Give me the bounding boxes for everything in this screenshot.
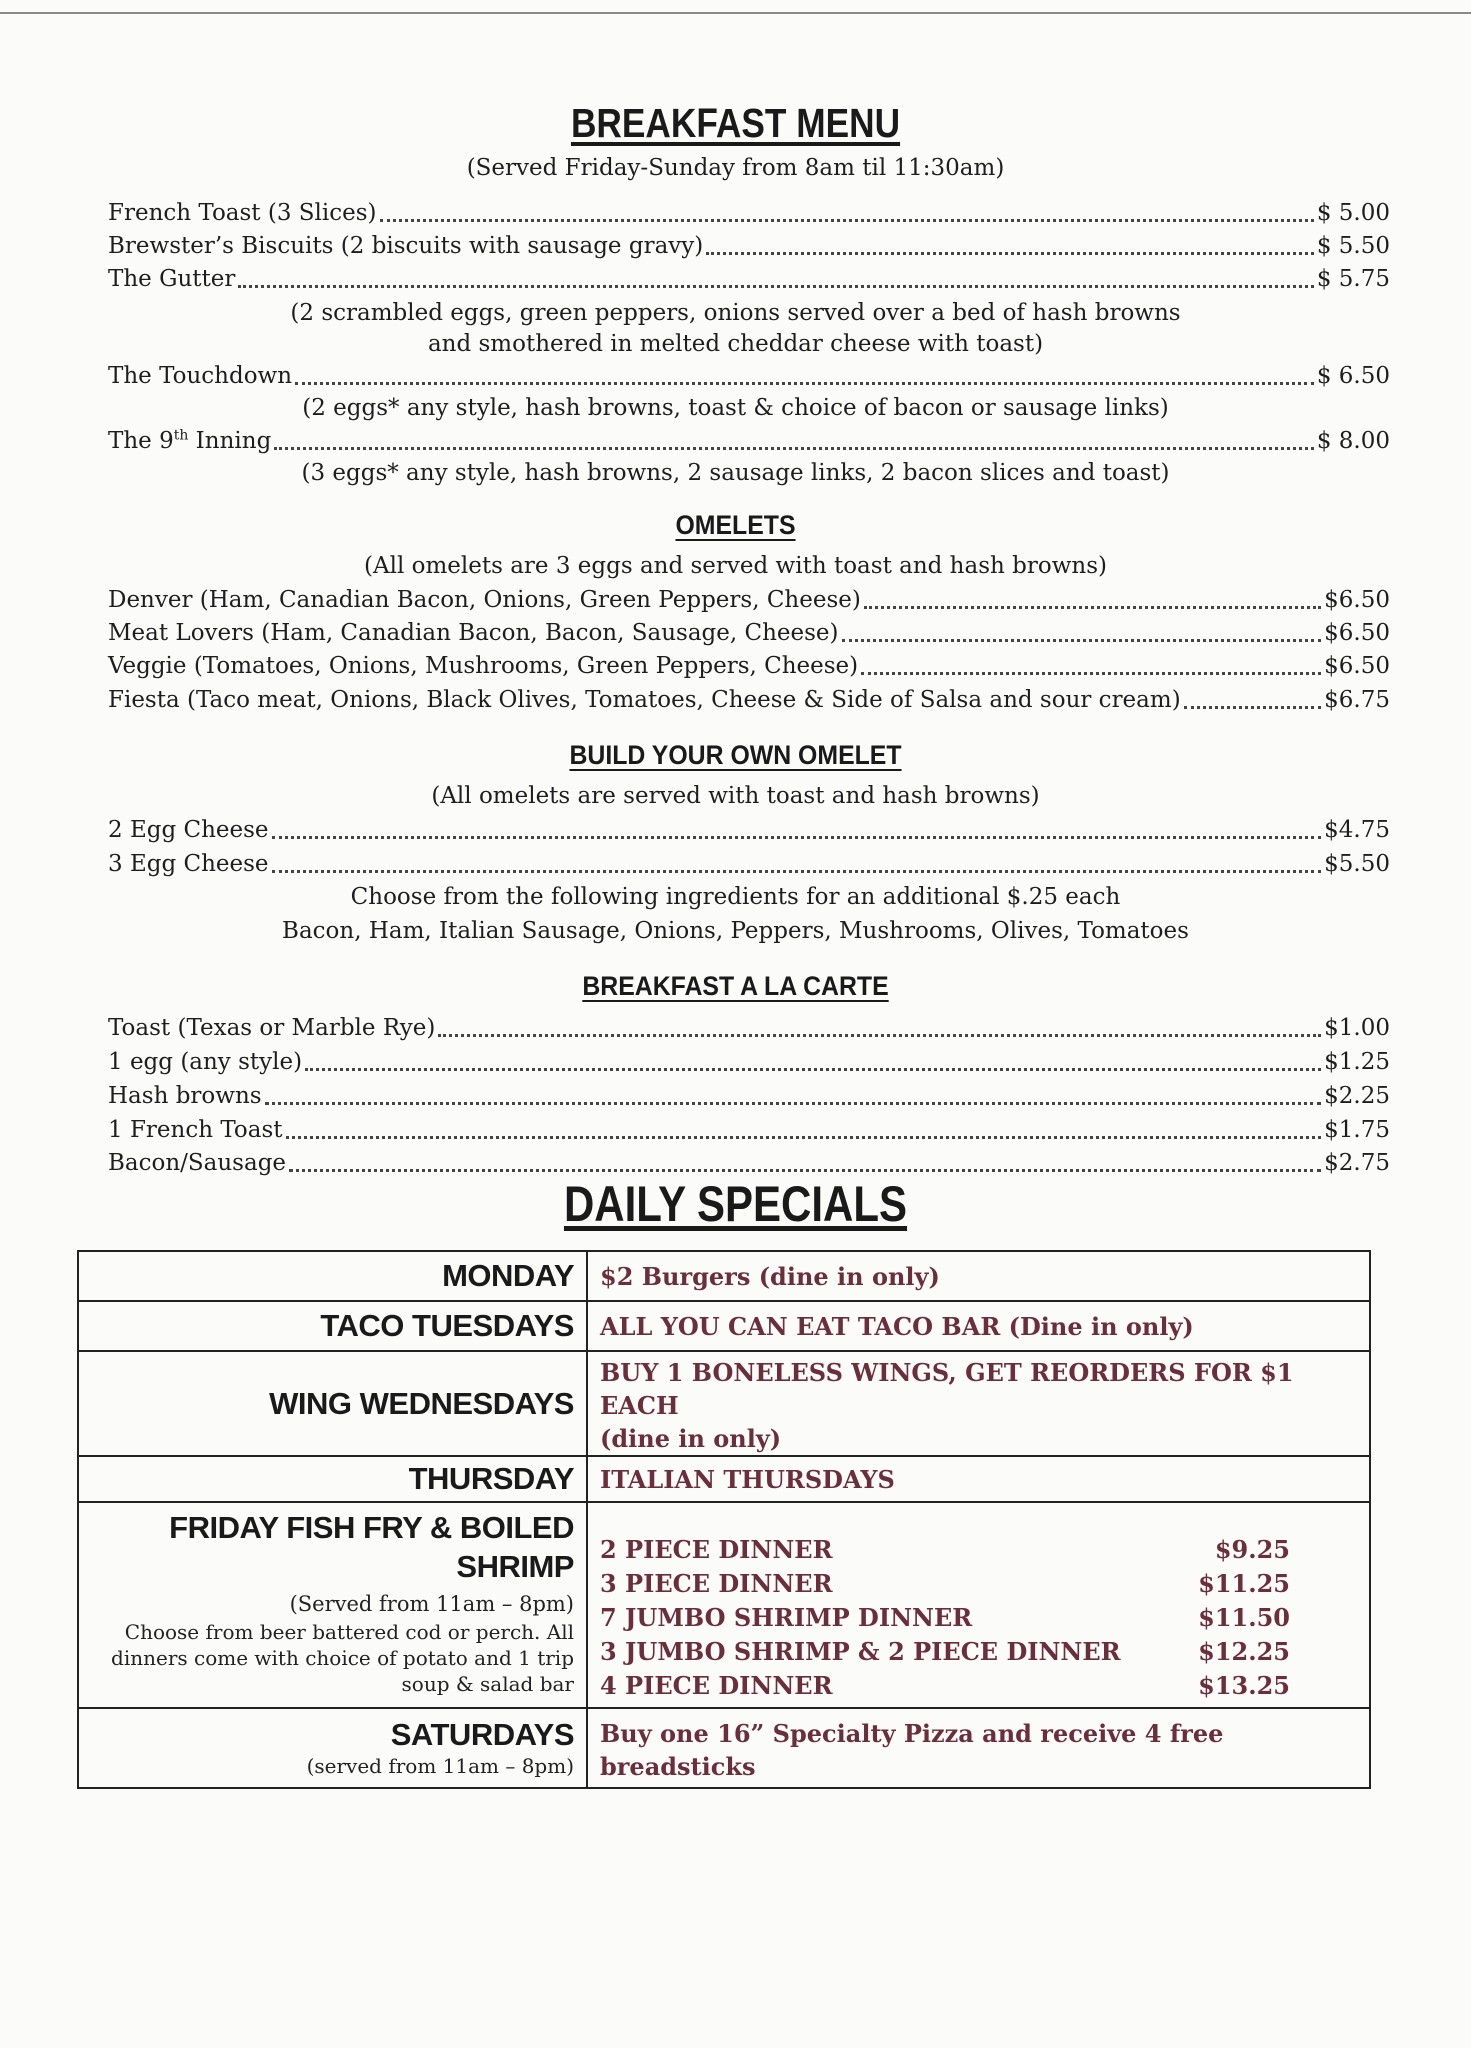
special-row-saturday — [78, 1708, 1370, 1788]
daily-specials-table — [77, 1250, 1371, 1789]
dot-leader — [289, 1169, 1321, 1172]
dot-leader — [272, 836, 1322, 839]
item-name: French Toast (3 Slices) — [108, 200, 377, 226]
day-label: THURSDAY — [78, 1456, 587, 1502]
deal-text: ALL YOU CAN EAT TACO BAR (Dine in only) — [587, 1301, 1370, 1351]
deal-text: $2 Burgers (dine in only) — [587, 1251, 1370, 1301]
touchdown-description: (2 eggs* any style, hash browns, toast & choice of bacon or sausage links) — [302, 395, 1169, 421]
item-price: $2.75 — [1324, 1150, 1390, 1176]
menu-item-french-toast — [108, 196, 1390, 230]
menu-item-3-egg-cheese — [108, 847, 1390, 881]
item-name: 3 Egg Cheese — [108, 851, 269, 877]
item-price: $2.25 — [1324, 1083, 1390, 1109]
menu-item-veggie — [108, 649, 1390, 683]
deal-text: ITALIAN THURSDAYS — [587, 1456, 1370, 1502]
item-name: Bacon/Sausage — [108, 1150, 287, 1176]
day-label: MONDAY — [78, 1251, 587, 1301]
dot-leader — [861, 672, 1321, 675]
page-edge-line — [0, 12, 1471, 14]
item-price: $ 5.75 — [1316, 266, 1390, 292]
item-name: 1 French Toast — [108, 1117, 283, 1143]
menu-item-hash-browns — [108, 1079, 1390, 1113]
breakfast-menu-title: BREAKFAST MENU — [570, 100, 901, 146]
item-name: The 9th Inning — [108, 427, 272, 454]
item-name: Veggie (Tomatoes, Onions, Mushrooms, Green Peppers, Cheese) — [108, 653, 859, 679]
menu-item-toast — [108, 1011, 1390, 1045]
gutter-description-line-2: and smothered in melted cheddar cheese with toast) — [427, 331, 1044, 357]
dot-leader — [265, 1102, 1322, 1105]
build-omelet-note-2: Bacon, Ham, Italian Sausage, Onions, Peppers, Mushrooms, Olives, Tomatoes — [282, 918, 1189, 944]
day-label: TACO TUESDAYS — [78, 1301, 587, 1351]
item-price: $6.50 — [1324, 653, 1390, 679]
item-name: Denver (Ham, Canadian Bacon, Onions, Green Peppers, Cheese) — [108, 587, 861, 613]
dot-leader — [842, 639, 1322, 642]
item-price: $6.50 — [1324, 620, 1390, 646]
item-price: $6.50 — [1324, 587, 1390, 613]
menu-item-the-gutter — [108, 262, 1390, 296]
build-omelet-subtitle: (All omelets are served with toast and hash browns) — [431, 783, 1040, 809]
dot-leader — [274, 447, 1314, 450]
day-label: FRIDAY FISH FRY & BOILED SHRIMP (Served from 11am – 8pm) Choose from beer battered cod or perch. All dinners come with choice of potato and 1 trip soup & salad bar — [78, 1502, 587, 1708]
special-row-wednesday — [78, 1351, 1370, 1456]
dot-leader — [272, 870, 1322, 873]
item-name: Hash browns — [108, 1083, 262, 1109]
item-price: $ 8.00 — [1316, 428, 1390, 454]
dot-leader — [380, 219, 1314, 222]
dot-leader — [706, 252, 1314, 255]
dot-leader — [238, 285, 1313, 288]
breakfast-subtitle: (Served Friday-Sunday from 8am til 11:30am) — [466, 155, 1005, 181]
item-price: $ 5.00 — [1316, 200, 1390, 226]
dot-leader — [864, 606, 1321, 609]
dinner-row: 7 JUMBO SHRIMP DINNER $11.50 — [600, 1603, 1290, 1632]
menu-item-2-egg-cheese — [108, 813, 1390, 847]
menu-item-1-french-toast — [108, 1113, 1390, 1147]
build-omelet-title: BUILD YOUR OWN OMELET — [569, 740, 902, 770]
item-name: The Gutter — [108, 266, 236, 292]
special-row-friday — [78, 1502, 1370, 1708]
day-label: SATURDAYS (served from 11am – 8pm) — [78, 1708, 587, 1788]
dinner-row: 3 JUMBO SHRIMP & 2 PIECE DINNER $12.25 — [600, 1637, 1290, 1666]
dinner-row: 2 PIECE DINNER $9.25 — [600, 1535, 1290, 1564]
item-price: $1.25 — [1324, 1049, 1390, 1075]
item-price: $6.75 — [1324, 687, 1390, 713]
menu-item-the-9th-inning — [108, 424, 1390, 458]
deal-text: Buy one 16” Specialty Pizza and receive 4 free breadsticks — [587, 1708, 1370, 1788]
item-price: $1.75 — [1324, 1117, 1390, 1143]
item-name: Meat Lovers (Ham, Canadian Bacon, Bacon, Sausage, Cheese) — [108, 620, 839, 646]
menu-item-denver — [108, 583, 1390, 617]
item-name: 1 egg (any style) — [108, 1049, 303, 1075]
item-price: $5.50 — [1324, 851, 1390, 877]
gutter-description-line-1: (2 scrambled eggs, green peppers, onions served over a bed of hash browns — [290, 300, 1181, 326]
item-name: The Touchdown — [108, 363, 293, 389]
omelets-title: OMELETS — [675, 510, 796, 540]
dinner-row: 3 PIECE DINNER $11.25 — [600, 1569, 1290, 1598]
menu-item-1-egg — [108, 1045, 1390, 1079]
omelets-subtitle: (All omelets are 3 eggs and served with toast and hash browns) — [364, 553, 1107, 579]
special-row-tuesday — [78, 1301, 1370, 1351]
special-row-monday — [78, 1251, 1370, 1301]
deal-text: BUY 1 BONELESS WINGS, GET REORDERS FOR $1 EACH (dine in only) — [587, 1351, 1370, 1456]
item-name: 2 Egg Cheese — [108, 817, 269, 843]
item-price: $ 6.50 — [1316, 363, 1390, 389]
a-la-carte-title: BREAKFAST A LA CARTE — [582, 971, 889, 1001]
special-row-thursday — [78, 1456, 1370, 1502]
build-omelet-note-1: Choose from the following ingredients for an additional $.25 each — [350, 884, 1121, 910]
menu-item-the-touchdown — [108, 359, 1390, 393]
day-label: WING WEDNESDAYS — [78, 1351, 587, 1456]
menu-item-brewsters-biscuits — [108, 229, 1390, 263]
item-name: Brewster’s Biscuits (2 biscuits with sausage gravy) — [108, 233, 704, 259]
dot-leader — [295, 382, 1314, 385]
item-name: Toast (Texas or Marble Rye) — [108, 1015, 436, 1041]
fish-fry-dinners — [587, 1502, 1370, 1708]
dot-leader — [305, 1068, 1321, 1071]
dot-leader — [286, 1136, 1322, 1139]
item-name: Fiesta (Taco meat, Onions, Black Olives, Tomatoes, Cheese & Side of Salsa and sour cream) — [108, 687, 1181, 713]
menu-item-meat-lovers — [108, 616, 1390, 650]
item-price: $1.00 — [1324, 1015, 1390, 1041]
dot-leader — [438, 1034, 1321, 1037]
daily-specials-title: DAILY SPECIALS — [563, 1176, 908, 1232]
menu-item-fiesta — [108, 683, 1390, 717]
dinner-row: 4 PIECE DINNER $13.25 — [600, 1671, 1290, 1700]
dot-leader — [1184, 706, 1321, 709]
item-price: $ 5.50 — [1316, 233, 1390, 259]
ninth-inning-description: (3 eggs* any style, hash browns, 2 sausage links, 2 bacon slices and toast) — [301, 460, 1170, 486]
item-price: $4.75 — [1324, 817, 1390, 843]
